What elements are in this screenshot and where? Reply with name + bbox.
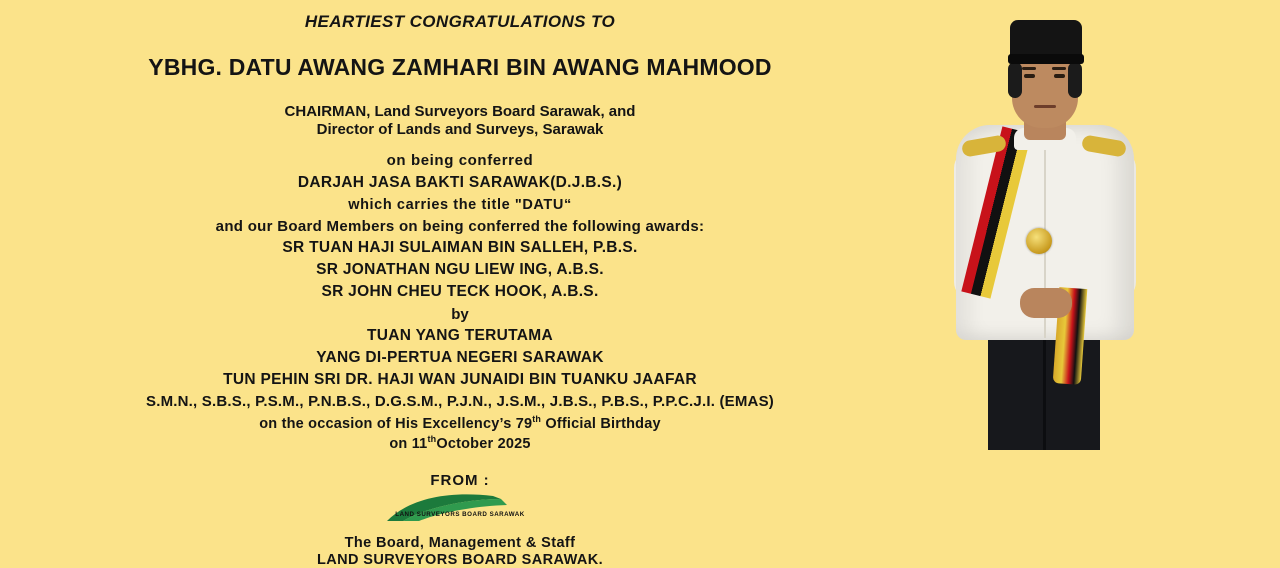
honoree-role-line-2: Director of Lands and Surveys, Sarawak bbox=[316, 121, 604, 138]
portrait-hair-right bbox=[1068, 62, 1082, 98]
conferrer-honours: S.M.N., S.B.S., P.S.M., P.N.B.S., D.G.S.M., P.J.N., J.S.M., J.B.S., P.B.S., P.P.C.J.I. (EMAS) bbox=[146, 393, 774, 410]
portrait-songkok-band bbox=[1008, 54, 1084, 64]
by-label: by bbox=[451, 306, 469, 323]
board-member-name: SR JONATHAN NGU LIEW ING, A.B.S. bbox=[316, 261, 604, 278]
award-name: DARJAH JASA BAKTI SARAWAK(D.J.B.S.) bbox=[297, 174, 623, 191]
portrait-mouth bbox=[1034, 105, 1056, 108]
occasion-suffix: Official Birthday bbox=[541, 415, 661, 432]
conferrer-title-2: YANG DI-PERTUA NEGERI SARAWAK bbox=[316, 349, 604, 366]
sender-line-2: LAND SURVEYORS BOARD SARAWAK. bbox=[316, 551, 604, 568]
date-prefix: on 11 bbox=[389, 435, 428, 452]
portrait-left-eye bbox=[1024, 74, 1035, 78]
honoree-portrait bbox=[940, 20, 1150, 450]
honoree-name: YBHG. DATU AWANG ZAMHARI BIN AWANG MAHMOOD bbox=[148, 54, 772, 80]
occasion-line bbox=[0, 414, 920, 432]
logo-swoosh-icon bbox=[381, 493, 541, 523]
date-suffix: October 2025 bbox=[436, 435, 531, 452]
land-surveyors-board-logo bbox=[365, 493, 555, 533]
board-member-name: SR JOHN CHEU TECK HOOK, A.B.S. bbox=[321, 283, 599, 300]
portrait-right-eye bbox=[1054, 74, 1065, 78]
congratulations-heading: HEARTIEST CONGRATULATIONS TO bbox=[304, 12, 616, 31]
conferrer-title-1: TUAN YANG TERUTAMA bbox=[367, 327, 553, 344]
on-being-conferred-label: on being conferred bbox=[386, 152, 534, 169]
honoree-role-line-1: CHAIRMAN, Land Surveyors Board Sarawak, and bbox=[284, 103, 636, 120]
portrait-right-eyebrow bbox=[1052, 67, 1066, 70]
occasion-prefix: on the occasion of His Excellency’s 79 bbox=[259, 415, 533, 432]
portrait-clasped-hands bbox=[1020, 288, 1072, 318]
occasion-ordinal-suffix: th bbox=[532, 414, 542, 424]
date-line bbox=[0, 434, 920, 452]
date-ordinal-suffix: th bbox=[427, 433, 437, 444]
board-member-name: SR TUAN HAJI SULAIMAN BIN SALLEH, P.B.S. bbox=[282, 239, 638, 256]
from-label: FROM : bbox=[430, 471, 490, 489]
award-title-note: which carries the title "DATU“ bbox=[348, 197, 572, 213]
portrait-hair-left bbox=[1008, 62, 1022, 98]
portrait-medal-icon bbox=[1026, 228, 1052, 254]
portrait-left-eyebrow bbox=[1022, 67, 1036, 70]
portrait-trouser-seam bbox=[1043, 330, 1046, 450]
logo-caption: LAND SURVEYORS BOARD SARAWAK bbox=[395, 510, 525, 518]
sender-line-1: The Board, Management & Staff bbox=[344, 534, 576, 551]
board-members-intro: and our Board Members on being conferred the following awards: bbox=[215, 218, 705, 235]
conferrer-name: TUN PEHIN SRI DR. HAJI WAN JUNAIDI BIN TUANKU JAAFAR bbox=[223, 371, 697, 388]
